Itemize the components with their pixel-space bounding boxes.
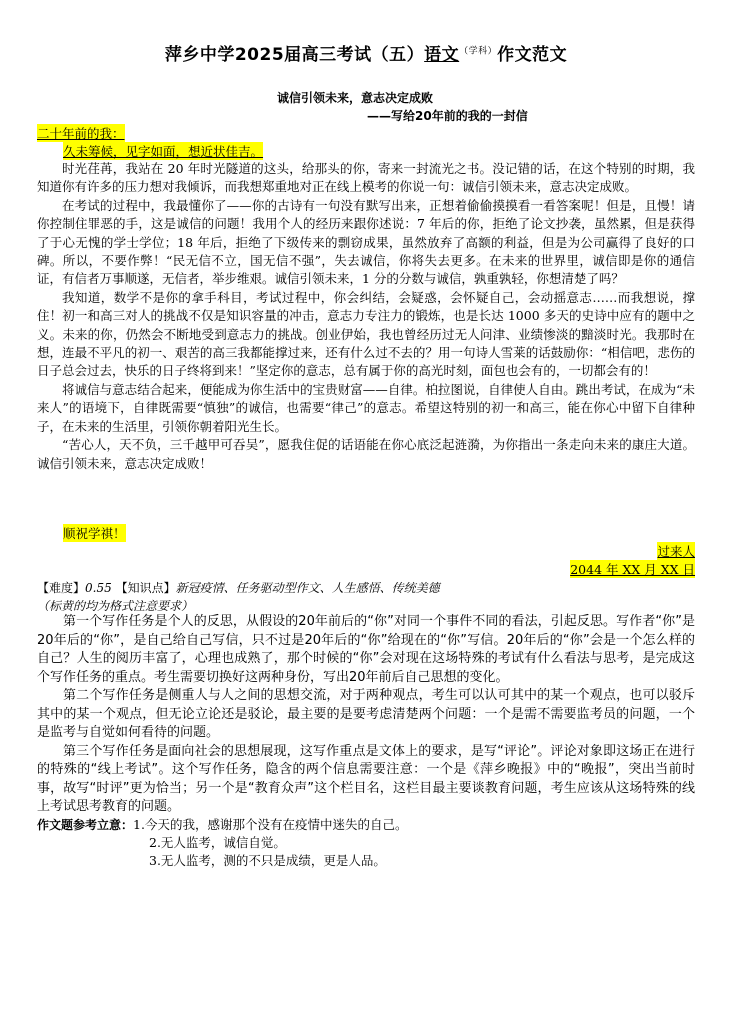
letter-paragraph: “苦心人，天不负，三千越甲可吞吴”，愿我住促的话语能在你心底泛起涟漪，为你指出一条走向未来的康庄大道。诚信引领未来，意志决定成败！	[37, 437, 695, 471]
difficulty-label: 【难度】	[37, 581, 86, 595]
essay-title: 诚信引领未来，意志决定成败	[277, 91, 434, 105]
reference-ideas	[37, 816, 695, 870]
letter-closing: 顺祝学祺！	[63, 526, 126, 541]
knowledge-label: 【知识点】	[115, 581, 176, 595]
title-subject: 语文	[424, 45, 460, 65]
essay-subtitle: ——写给20年前的我的一封信	[367, 109, 528, 123]
letter-paragraph: 在考试的过程中，我最懂你了——你的古诗有一句没有默写出来，正想着偷偷摸摸看一看答案呢！但是，且慢！请你控制住罪恶的手，这是诚信的问题！我用个人的经历来跟你述说：7 年后的你，拒绝了论文抄袭，虽然累，但是获得了于心无愧的学士学位；18 年后，拒绝了下级传来的剽窃成果，虽然放弃了高额的利益，但是为公司赢得了良好的口碑。所以，不要作弊！“民无信不立，国无信不强”，失去诚信，你将失去更多。在未来的世界里，诚信即是你的通信证，有信者万事顺遂，无信者，举步维艰。诚信引领未来，1 分的分数与诚信，孰重孰轻，你想清楚了吗？	[37, 197, 695, 287]
analysis-paragraph: 第三个写作任务是面向社会的思想展现，这写作重点是文体上的要求，是写“评论”。评论对象即这场正在进行的特殊的“线上考试”。这个写作任务，隐含的两个信息需要注意：一个是《萍乡晚报》中的“晚报”，突出当前时事，故写“时评”更为恰当；另一个是“教育众声”这个栏目名，这栏目最主要谈教育问题，考生应该从这场特殊的线上考试思考教育的问题。	[37, 743, 695, 814]
idea-item: 2.无人监考，诚信自觉。	[149, 835, 286, 850]
analysis-paragraph: 第一个写作任务是个人的反思，从假设的20年前后的“你”对同一个事件不同的看法，引起反思。写作者“你”是20年后的“你”，是自己给自己写信，只不过是20年后的“你”给现在的“你”写信。20年后的“你”会是一个怎么样的自己？人生的阅历丰富了，心理也成熟了，那个时候的“你”会对现在这场特殊的考试有什么看法与思考，是完成这个写作任务的重点。考生需要切换好这两种身份，写出20年前后自己思想的变化。	[37, 614, 695, 685]
letter-paragraph: 我知道，数学不是你的拿手科目，考试过程中，你会纠结，会疑惑，会怀疑自己，会动摇意志……而我想说，撑住！初一和高三对人的挑战不仅是知识容量的冲击，意志力专注力的锻炼，也是长达 1000 多天的史诗中应有的题中之义。未来的你，仍然会不断地受到意志力的挑战。创业伊始，我也曾经历过无人问津、业绩惨淡的黯淡时光。我那时在想，连最不平凡的初一、艰苦的高三我都能撑过来，还有什么过不去的？用一句诗人雪莱的话鼓励你：“相信吧，悲伤的日子总会过去，快乐的日子终将到来！”坚定你的意志，总有属于你的高光时刻，面包也会有的，一切都会有的！	[37, 289, 695, 379]
difficulty-value: 0.55	[85, 581, 112, 595]
letter-salutation: 二十年前的我：	[37, 126, 125, 141]
idea-item: 1.今天的我，感谢那个没有在疫情中迷失的自己。	[133, 817, 408, 832]
knowledge-value: 新冠疫情、任务驱动型作文、人生感悟、传统美德	[175, 581, 440, 595]
letter-signature: 过来人	[657, 544, 695, 559]
title-subject-sup: （学科）	[459, 46, 498, 57]
analysis-paragraph: 第二个写作任务是侧重人与人之间的思想交流，对于两种观点，考生可以认可其中的某一个观点，也可以驳斥其中的某一个观点，但无论立论还是驳论，最主要的是要考虑清楚两个问题：一个是需不需要监考员的问题，一个是监考与自觉如何看待的问题。	[37, 688, 695, 740]
page-title	[37, 40, 695, 65]
letter-date: 2044 年 XX 月 XX 日	[570, 562, 695, 577]
idea-item: 3.无人监考，测的不只是成绩，更是人品。	[149, 853, 386, 868]
format-note: （标黄的均为格式注意要求）	[37, 599, 194, 613]
title-main: 萍乡中学2025届高三考试（五）	[164, 45, 425, 65]
question-meta	[37, 579, 440, 596]
letter-greeting: 久未筹候，见字如面，想近状佳吉。	[63, 144, 264, 159]
analysis-section	[37, 613, 695, 817]
letter-paragraph: 时光荏苒，我站在 20 年时光隧道的这头，给那头的你，寄来一封流光之书。没记错的话，在这个特别的时期，我知道你有许多的压力想对我倾诉，而我想郑重地对正在线上模考的你说一句：诚信引领未来，意志决定成败。	[37, 161, 695, 195]
title-tail: 作文范文	[497, 45, 568, 65]
ideas-label: 作文题参考立意：	[37, 818, 134, 832]
letter-body	[37, 160, 695, 473]
letter-paragraph: 将诚信与意志结合起来，便能成为你生活中的宝贵财富——自律。柏拉图说，自律使人自由。跳出考试，在成为“未来人”的语境下，自律既需要“慎独”的诚信，也需要“律己”的意志。希望这特别的初一和高三，能在你心中留下自律种子，在未来的生活里，引领你朝着阳光生长。	[37, 381, 695, 434]
